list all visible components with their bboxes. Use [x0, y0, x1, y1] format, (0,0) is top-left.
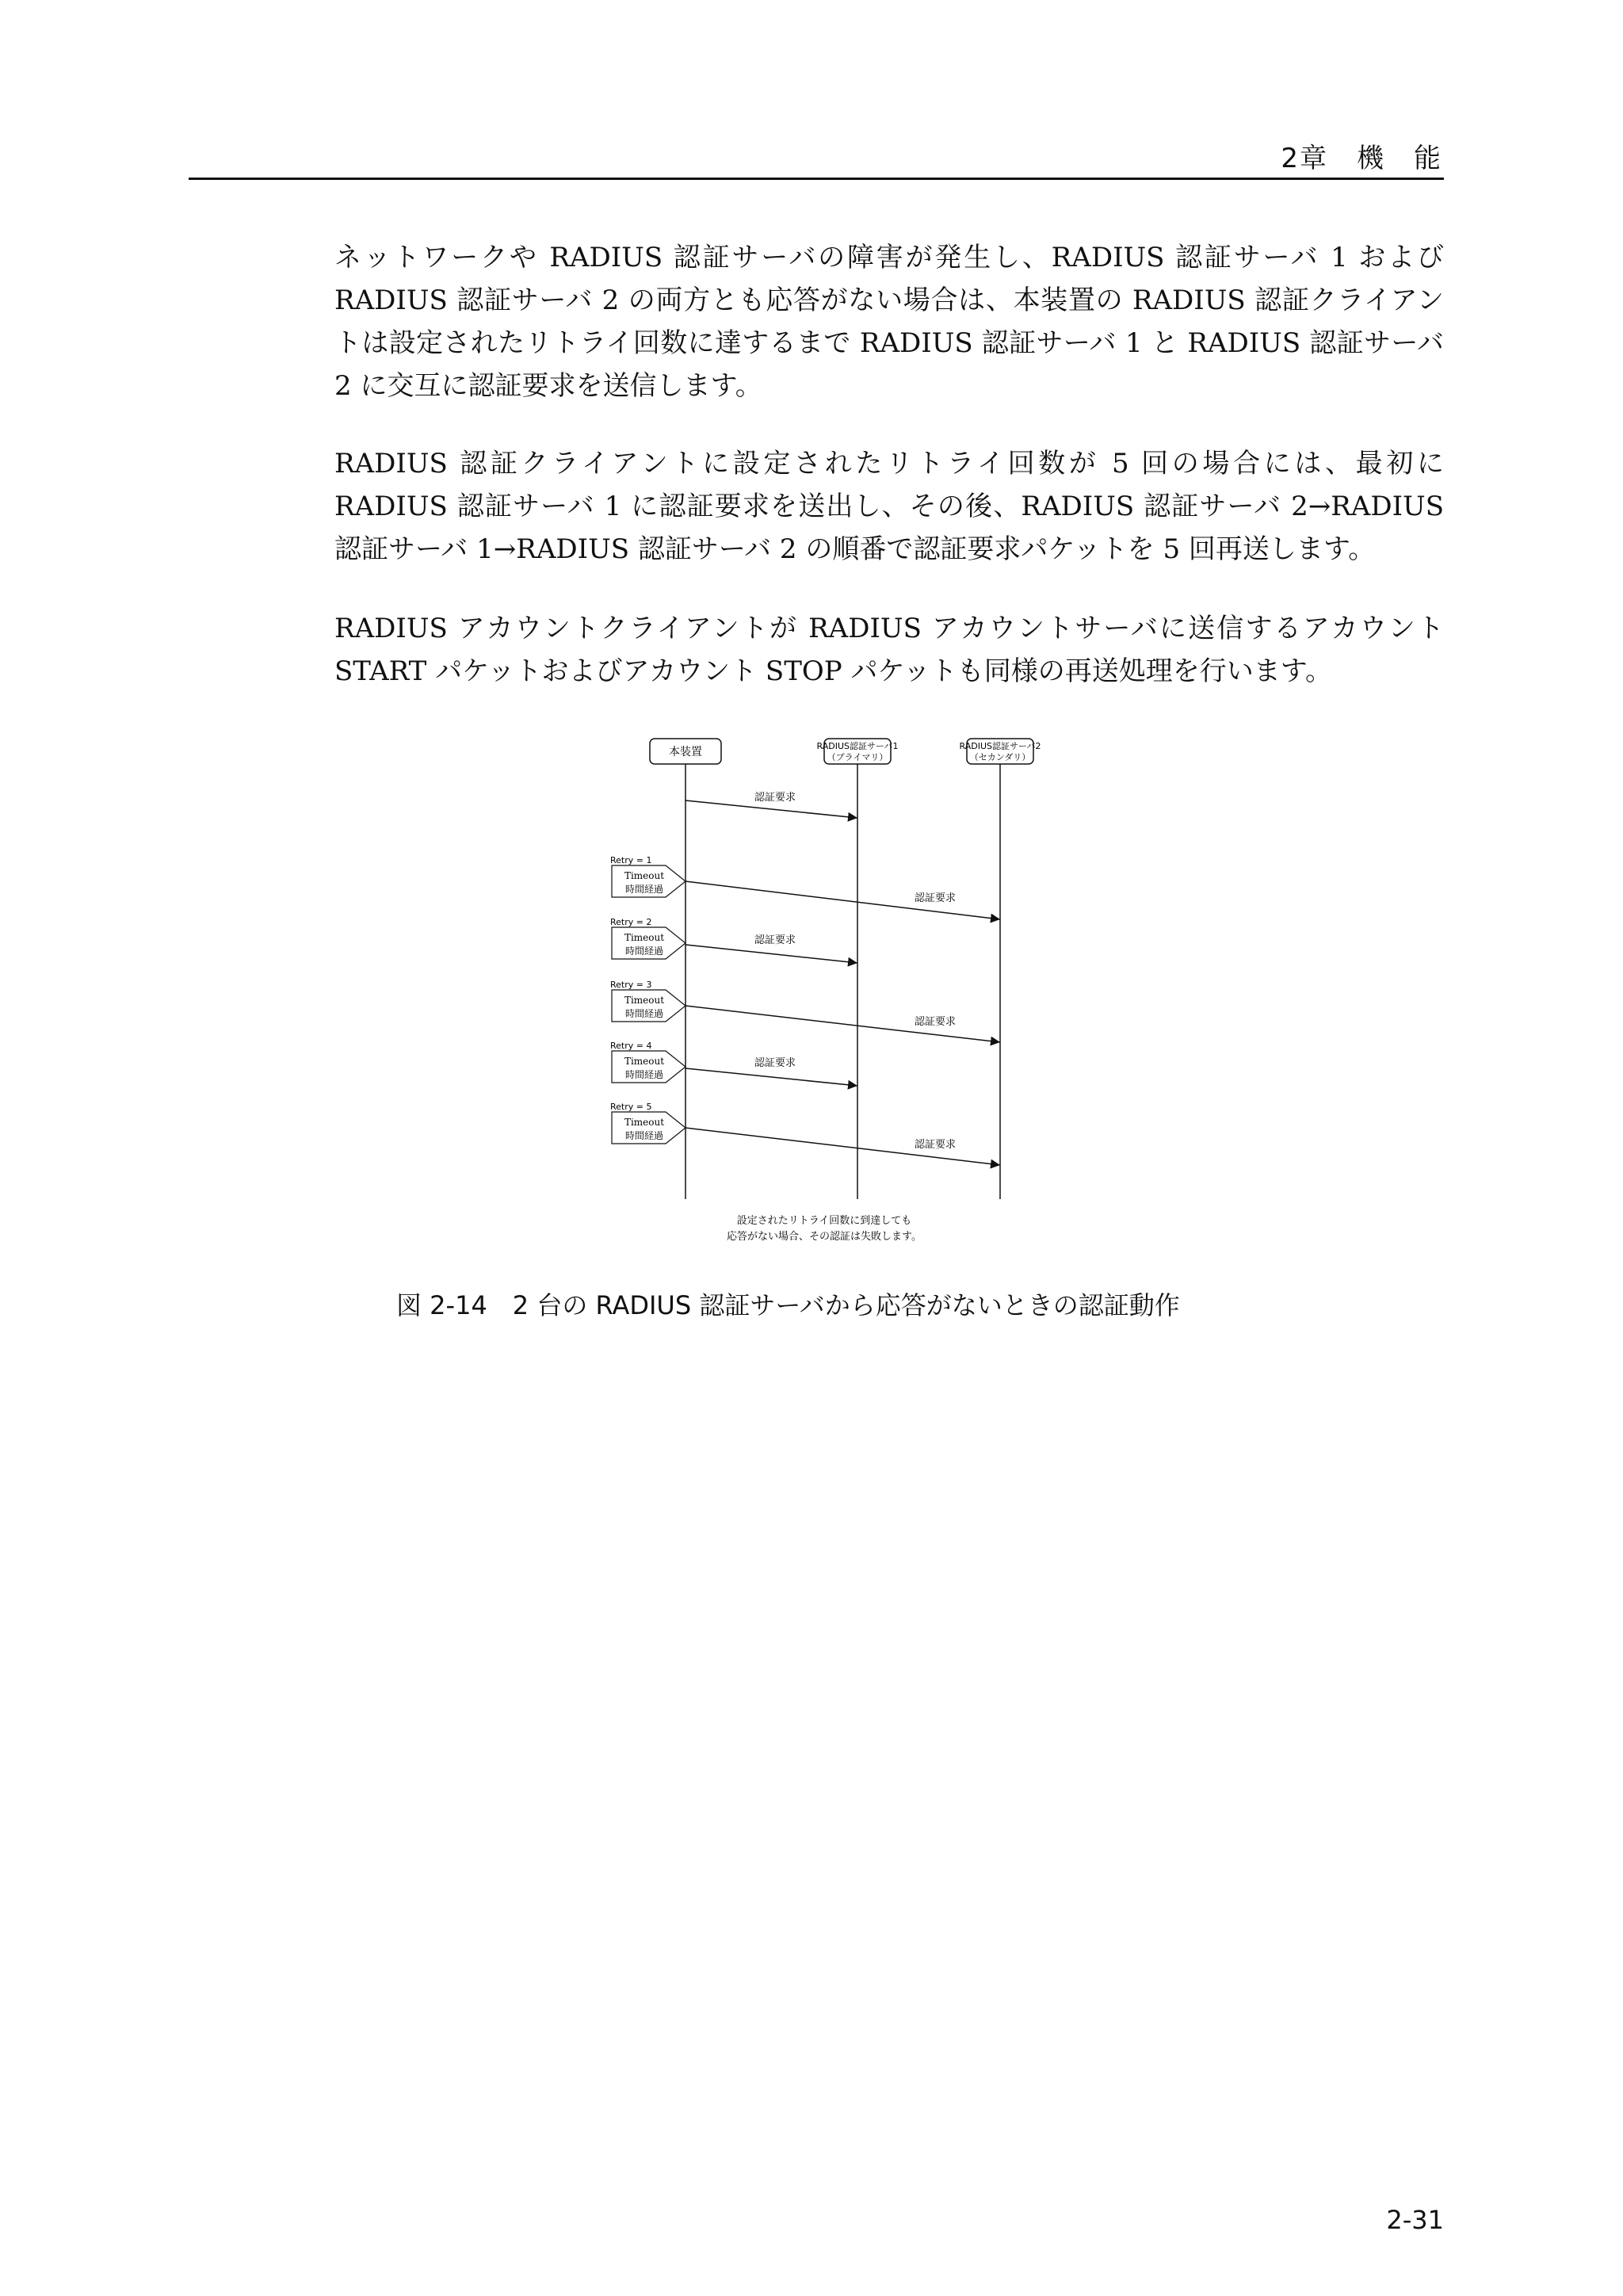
retry-label-2: Retry = 2	[610, 917, 652, 927]
timeout-label-2: Timeout	[624, 932, 665, 943]
request-label-retry-3: 認証要求	[914, 1016, 957, 1028]
request-arrow-retry-4	[685, 1068, 857, 1086]
figure-caption: 図 2-14 2 台の RADIUS 認証サーバから応答がないときの認証動作	[396, 1290, 1180, 1320]
server1-label-line2: （プライマリ）	[827, 752, 888, 762]
header-rule	[189, 178, 1444, 180]
retry-label-4: Retry = 4	[610, 1041, 652, 1051]
request-label-retry-1: 認証要求	[914, 892, 957, 904]
request-label-retry-5: 認証要求	[914, 1139, 957, 1151]
sequence-diagram	[602, 737, 1125, 1260]
request-arrow-retry-2	[685, 945, 857, 963]
server2-label-line2: （セカンダリ）	[969, 752, 1031, 762]
device-label: 本装置	[669, 746, 702, 758]
diagram-footnote-line2: 応答がない場合、その認証は失敗します。	[727, 1231, 922, 1243]
chapter-header: 2章 機 能	[1281, 143, 1442, 174]
elapsed-label-1: 時間経過	[624, 884, 664, 895]
elapsed-label-5: 時間経過	[624, 1130, 664, 1141]
retry-label-5: Retry = 5	[610, 1102, 652, 1112]
server1-label-line1: RADIUS認証サーバ1	[816, 741, 899, 751]
elapsed-label-4: 時間経過	[624, 1069, 664, 1080]
timeout-label-3: Timeout	[624, 995, 665, 1006]
timeout-label-4: Timeout	[624, 1056, 665, 1067]
elapsed-label-2: 時間経過	[624, 946, 664, 957]
timeout-label-1: Timeout	[624, 870, 665, 881]
server2-label-line1: RADIUS認証サーバ2	[959, 741, 1041, 751]
diagram-footnote-line1: 設定されたリトライ回数に到達しても	[736, 1215, 912, 1227]
retry-label-1: Retry = 1	[610, 855, 652, 865]
request-label-initial: 認証要求	[754, 792, 796, 804]
timeout-label-5: Timeout	[624, 1117, 665, 1128]
elapsed-label-3: 時間経過	[624, 1008, 664, 1019]
request-label-retry-4: 認証要求	[754, 1057, 796, 1069]
retry-label-3: Retry = 3	[610, 980, 652, 990]
request-label-retry-2: 認証要求	[754, 934, 796, 946]
paragraph-1: ネットワークや RADIUS 認証サーバの障害が発生し、RADIUS 認証サーバ 1 および RADIUS 認証サーバ 2 の両方とも応答がない場合は、本装置の RADIUS 認証クライアントは設定されたリトライ回数に達するまで RADIUS 認証サーバ 1 と RADIUS 認証サーバ 2 に交互に認証要求を送信します。	[334, 242, 1444, 402]
paragraph-2: RADIUS 認証クライアントに設定されたリトライ回数が 5 回の場合には、最初に RADIUS 認証サーバ 1 に認証要求を送出し、その後、RADIUS 認証サーバ 2→RADIUS 認証サーバ 1→RADIUS 認証サーバ 2 の順番で認証要求パケットを 5 回再送します。	[334, 448, 1444, 565]
paragraph-3: RADIUS アカウントクライアントが RADIUS アカウントサーバに送信するアカウント START パケットおよびアカウント STOP パケットも同様の再送処理を行います。	[334, 613, 1444, 687]
page-number: 2-31	[1386, 2205, 1444, 2235]
